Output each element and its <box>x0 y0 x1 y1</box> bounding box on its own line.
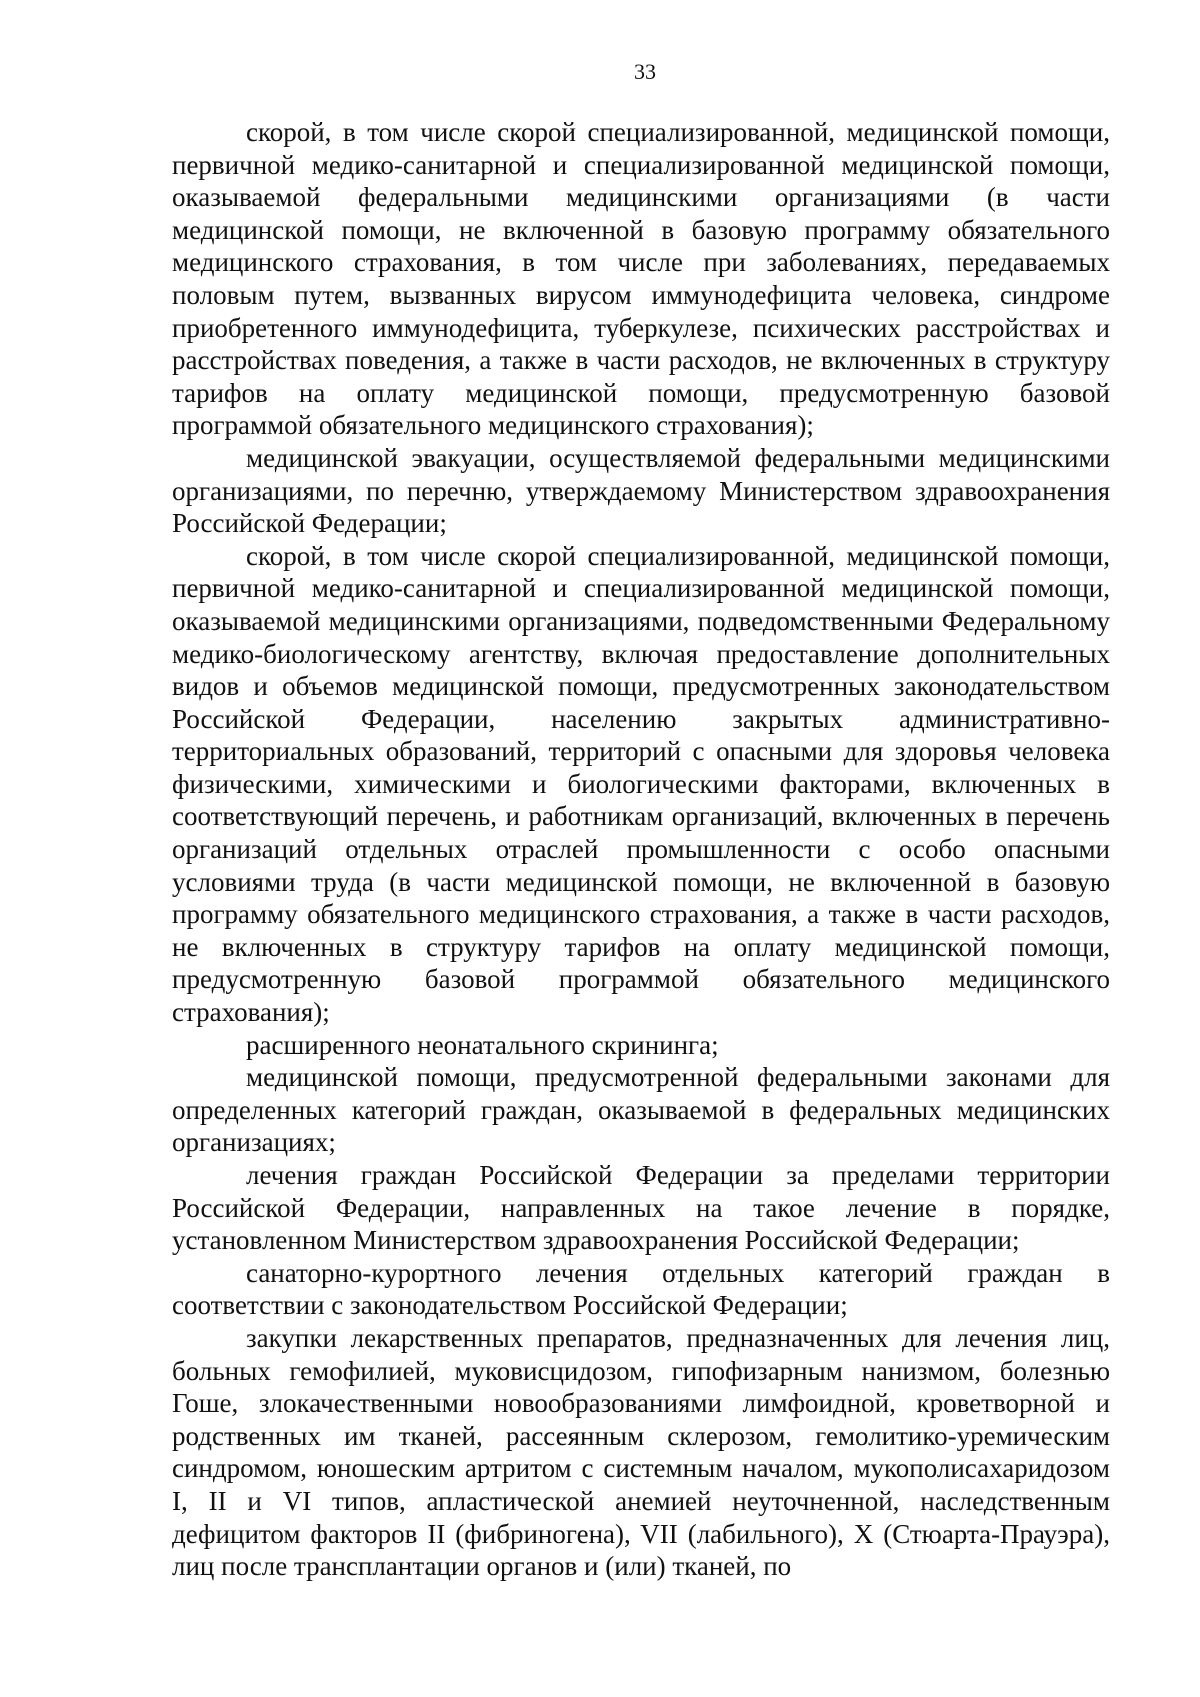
paragraph-federal-law-care: медицинской помощи, предусмотренной федеральными законами для определенных категорий граждан, оказываемой в федеральных медицинских организациях; <box>172 1062 1110 1158</box>
paragraph-medical-evacuation: медицинской эвакуации, осуществляемой федеральными медицинскими организациями, по перечню, утверждаемому Министерством здравоохранения Российской Федерации; <box>172 442 1110 539</box>
paragraph-sanatorium-treatment: санаторно-курортного лечения отдельных категорий граждан в соответствии с законодательством Российской Федерации; <box>172 1257 1110 1321</box>
paragraph-drug-procurement: закупки лекарственных препаратов, предназначенных для лечения лиц, больных гемофилией, муковисцидозом, гипофизарным нанизмом, болезнью Гоше, злокачественными новообразованиями лимфоидной, кроветворной и родственных им тканей, рассеянным склерозом, гемолитико-уремическим синдромом, юношеским артритом с системным началом, мукополисахаридозом I, II и VI типов, апластической анемией неуточненной, наследственным дефицитом факторов II (фибриногена), VII (лабильного), X (Стюарта-Прауэра), лиц после трансплантации органов и (или) тканей, по <box>172 1322 1110 1582</box>
document-body <box>172 116 1110 1583</box>
page-number: 33 <box>634 59 656 84</box>
paragraph-treatment-abroad: лечения граждан Российской Федерации за пределами территории Российской Федерации, направленных на такое лечение в порядке, установленном Министерством здравоохранения Российской Федерации; <box>172 1160 1110 1256</box>
paragraph-emergency-care-fmba: скорой, в том числе скорой специализированной, медицинской помощи, первичной медико-санитарной и специализированной медицинской помощи, оказываемой медицинскими организациями, подведомственными Федеральному медико-биологическому агентству, включая предоставление дополнительных видов и объемов медицинской помощи, предусмотренных законодательством Российской Федерации, населению закрытых административно-территориальных образований, территорий с опасными для здоровья человека физическими, химическими и биологическими факторами, включенных в соответствующий перечень, и работникам организаций, включенных в перечень организаций отдельных отраслей промышленности с особо опасными условиями труда (в части медицинской помощи, не включенной в базовую программу обязательного медицинского страхования, а также в части расходов, не включенных в структуру тарифов на оплату медицинской помощи, предусмотренную базовой программой обязательного медицинского страхования); <box>172 540 1110 1028</box>
paragraph-emergency-care-federal: скорой, в том числе скорой специализированной, медицинской помощи, первичной медико-санитарной и специализированной медицинской помощи, оказываемой федеральными медицинскими организациями (в части медицинской помощи, не включенной в базовую программу обязательного медицинского страхования, в том числе при заболеваниях, передаваемых половым путем, вызванных вирусом иммунодефицита человека, синдроме приобретенного иммунодефицита, туберкулезе, психических расстройствах и расстройствах поведения, а также в части расходов, не включенных в структуру тарифов на оплату медицинской помощи, предусмотренную базовой программой обязательного медицинского страхования); <box>172 117 1110 441</box>
paragraph-neonatal-screening: расширенного неонатального скрининга; <box>246 1029 719 1060</box>
